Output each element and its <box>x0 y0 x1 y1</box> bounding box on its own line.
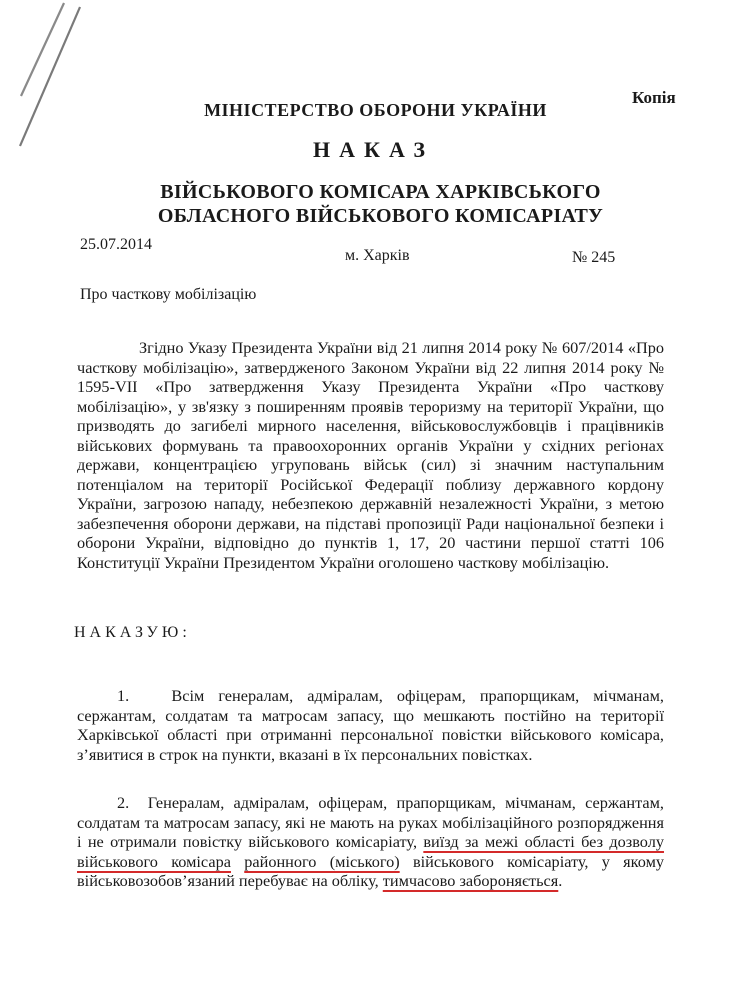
item-1-number: 1. <box>117 686 130 705</box>
order-item-1 <box>77 686 664 764</box>
order-number: № 245 <box>572 249 616 266</box>
order-title: НАКАЗ <box>313 137 434 162</box>
order-word: НАКАЗУЮ: <box>74 624 191 641</box>
item-2-highlight-district: районного (міського) <box>244 851 400 871</box>
ministry-heading: МІНІСТЕРСТВО ОБОРОНИ УКРАЇНИ <box>204 100 547 120</box>
pen-strokes <box>0 0 120 160</box>
preamble-paragraph <box>77 338 664 572</box>
issuer-heading <box>0 180 733 228</box>
item-2-text-end: . <box>558 871 563 890</box>
issuer-line-1: ВІЙСЬКОВОГО КОМІСАРА ХАРКІВСЬКОГО <box>160 181 601 203</box>
issuer-line-2: ОБЛАСНОГО ВІЙСЬКОВОГО КОМІСАРІАТУ <box>157 205 604 227</box>
pen-stroke-1 <box>21 3 64 96</box>
item-2-highlight-exit-ban: виїзд за межі області без дозволу військового комісара <box>77 832 664 871</box>
order-subject: Про часткову мобілізацію <box>80 286 257 303</box>
item-2-number: 2. <box>117 793 130 812</box>
order-item-2 <box>77 793 664 891</box>
order-date: 25.07.2014 <box>80 236 152 253</box>
item-1-text: Всім генералам, адміралам, офіцерам, прапорщикам, мічманам, сержантам, солдатам та матросам запасу, що мешкають постійно на території Харківської області при отриманні персональної повістки військового комісара, з’явитися в строк на пункти, вказані в їх персональних повістках. <box>77 686 664 764</box>
preamble-text: Згідно Указу Президента України від 21 липня 2014 року № 607/2014 «Про часткову мобілізацію», затвердженого Законом України від 22 липня 2014 року № 1595-VII «Про затвердження Указу Президента України «Про часткову мобілізацію», у зв'язку з поширенням проявів тероризму на території України, що призводять до загибелі мирного населення, військовослужбовців і працівників військових формувань та правоохоронних органів України у східних регіонах держави, концентрацією угруповань військ (сил) зі значним наступальним потенціалом на території Російської Федерації поблизу державного кордону України, загрозою нападу, небезпекою державній незалежності України, з метою забезпечення оборони держави, на підставі пропозиції Ради національної безпеки і оборони України, відповідно до пунктів 1, 17, 20 частини першої статті 106 Конституції України Президентом України оголошено часткову мобілізацію. <box>77 338 664 572</box>
item-2-text-b: військового комісаріату, у якому військовозобов’язаний перебуває на обліку, <box>77 851 665 890</box>
copy-label: Копія <box>632 88 676 107</box>
item-2-text-a: Генералам, адміралам, офіцерам, прапорщикам, мічманам, сержантам, солдатам та матросам запасу, які не мають на руках мобілізаційного розпорядження і не отримали повістку військового комісаріату, <box>77 793 665 851</box>
order-city: м. Харків <box>345 247 410 264</box>
item-2-highlight-prohibited: тимчасово забороняється <box>382 871 559 890</box>
